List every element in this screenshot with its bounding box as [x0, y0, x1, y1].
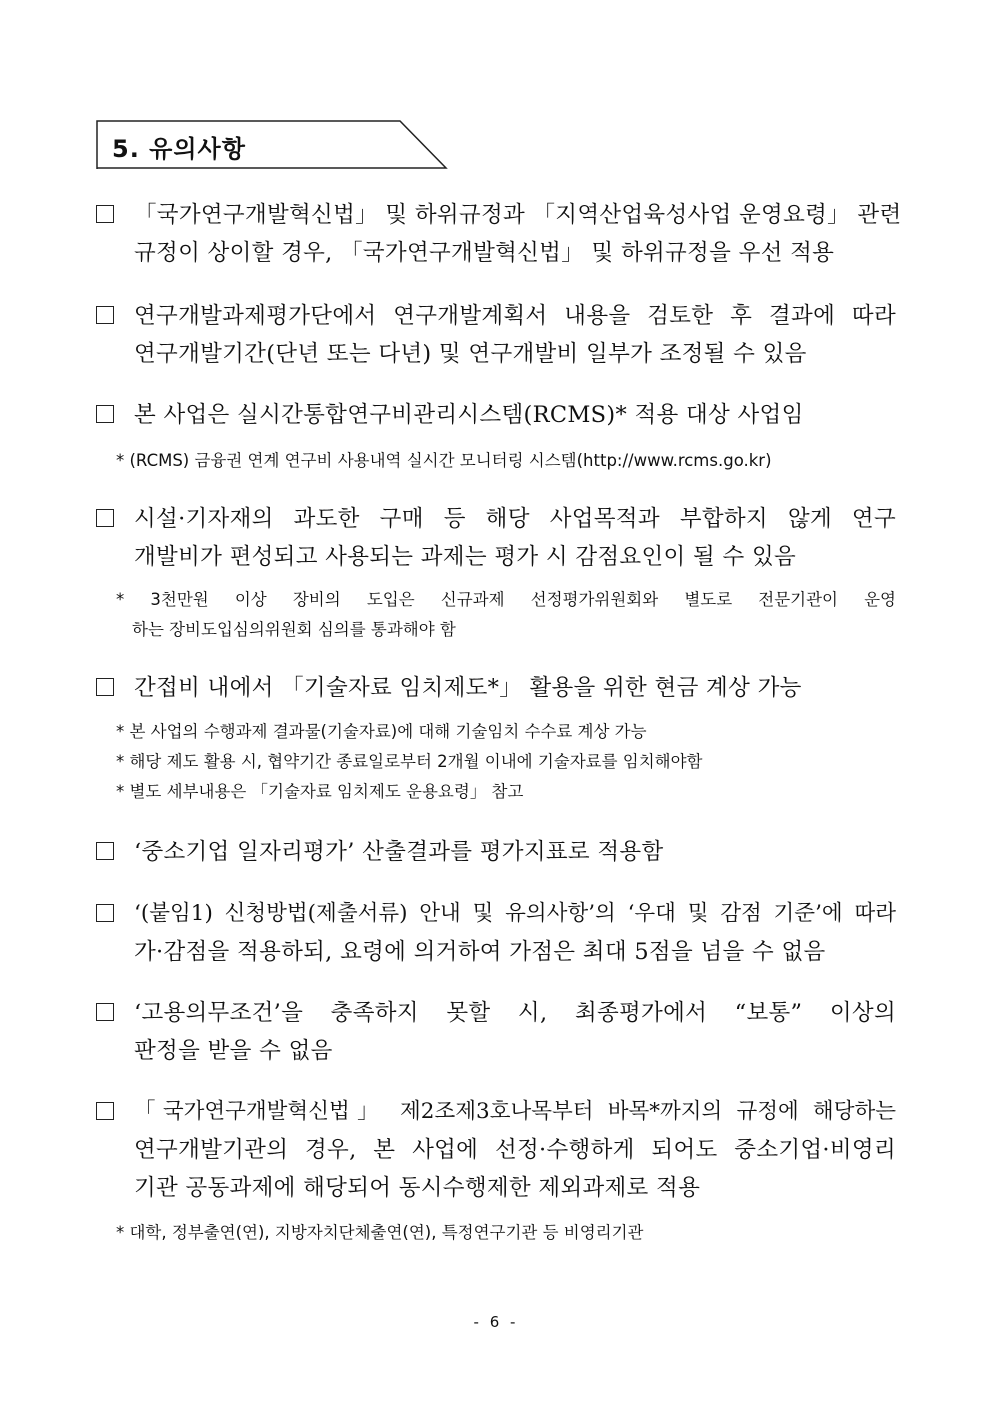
page-number: - 6 - — [473, 1313, 519, 1331]
notice-line: 본 사업은 실시간통합연구비관리시스템(RCMS)* 적용 대상 사업임 — [134, 402, 804, 428]
notice-line: 「국가연구개발혁신법」 제2조제3호나목부터 바목*까지의 규정에 해당하는 — [134, 1099, 896, 1124]
footnote-rcms — [116, 446, 896, 476]
notice-line: 연구개발기간(단년 또는 다년) 및 연구개발비 일부가 조정될 수 있음 — [134, 341, 807, 367]
notice-line: 연구개발과제평가단에서 연구개발계획서 내용을 검토한 후 결과에 따라 — [134, 303, 896, 329]
notice-item-6 — [96, 833, 896, 871]
checkbox-icon — [96, 509, 114, 527]
notice-item-2 — [96, 297, 896, 373]
section-title: 5. 유의사항 — [112, 135, 246, 163]
footnote-escrow — [116, 717, 896, 807]
notice-item-1 — [96, 196, 902, 272]
checkbox-icon — [96, 205, 114, 223]
notice-line: 기관 공동과제에 해당되어 동시수행제한 제외과제로 적용 — [134, 1175, 701, 1201]
notice-line: 가·감점을 적용하되, 요령에 의거하여 가점은 최대 5점을 넘을 수 없음 — [134, 939, 826, 965]
notice-item-7 — [96, 895, 896, 971]
footnote-line: * 별도 세부내용은 「기술자료 임치제도 운용요령」 참고 — [116, 782, 524, 801]
footnote-line: * (RCMS) 금융권 연계 연구비 사용내역 실시간 모니터링 시스템(http://www.rcms.go.kr) — [116, 451, 772, 470]
checkbox-icon — [96, 1003, 114, 1021]
notice-item-3 — [96, 396, 896, 434]
checkbox-icon — [96, 1102, 114, 1120]
notice-item-5 — [96, 669, 896, 707]
notice-line: 판정을 받을 수 없음 — [134, 1038, 333, 1064]
notice-line: 시설·기자재의 과도한 구매 등 해당 사업목적과 부합하지 않게 연구 — [134, 506, 896, 532]
notice-item-9 — [96, 1093, 896, 1207]
footnote-line: 하는 장비도입심의위원회 심의를 통과해야 함 — [132, 620, 456, 639]
checkbox-icon — [96, 904, 114, 922]
notice-line: 연구개발기관의 경우, 본 사업에 선정·수행하게 되어도 중소기업·비영리 — [134, 1137, 896, 1163]
notice-line: ‘중소기업 일자리평가’ 산출결과를 평가지표로 적용함 — [134, 839, 664, 865]
footnote-line: * 본 사업의 수행과제 결과물(기술자료)에 대해 기술임치 수수료 계상 가능 — [116, 722, 647, 741]
footnote-equipment — [116, 585, 896, 645]
checkbox-icon — [96, 306, 114, 324]
checkbox-icon — [96, 405, 114, 423]
notice-line: 「국가연구개발혁신법」 및 하위규정과 「지역산업육성사업 운영요령」 관련 — [134, 202, 902, 228]
notice-item-8 — [96, 994, 896, 1070]
notice-line: 간접비 내에서 「기술자료 임치제도*」 활용을 위한 현금 계상 가능 — [134, 675, 802, 701]
section-header — [96, 120, 448, 170]
notice-item-4 — [96, 500, 896, 576]
checkbox-icon — [96, 842, 114, 860]
footnote-line: * 해당 제도 활용 시, 협약기간 종료일로부터 2개월 이내에 기술자료를 임치해야함 — [116, 752, 703, 771]
notice-line: 규정이 상이할 경우, 「국가연구개발혁신법」 및 하위규정을 우선 적용 — [134, 240, 835, 266]
notice-line: ‘고용의무조건’을 충족하지 못할 시, 최종평가에서 “보통” 이상의 — [134, 1000, 896, 1026]
footnote-line: * 대학, 정부출연(연), 지방자치단체출연(연), 특정연구기관 등 비영리기관 — [116, 1223, 644, 1242]
checkbox-icon — [96, 678, 114, 696]
footnote-nonprofit — [116, 1218, 896, 1248]
footnote-line: * 3천만원 이상 장비의 도입은 신규과제 선정평가위원회와 별도로 전문기관이 운영 — [116, 590, 896, 609]
notice-line: 개발비가 편성되고 사용되는 과제는 평가 시 감점요인이 될 수 있음 — [134, 544, 797, 570]
notice-line: ‘(붙임1) 신청방법(제출서류) 안내 및 유의사항’의 ‘우대 및 감점 기준’에 따라 — [134, 901, 896, 926]
